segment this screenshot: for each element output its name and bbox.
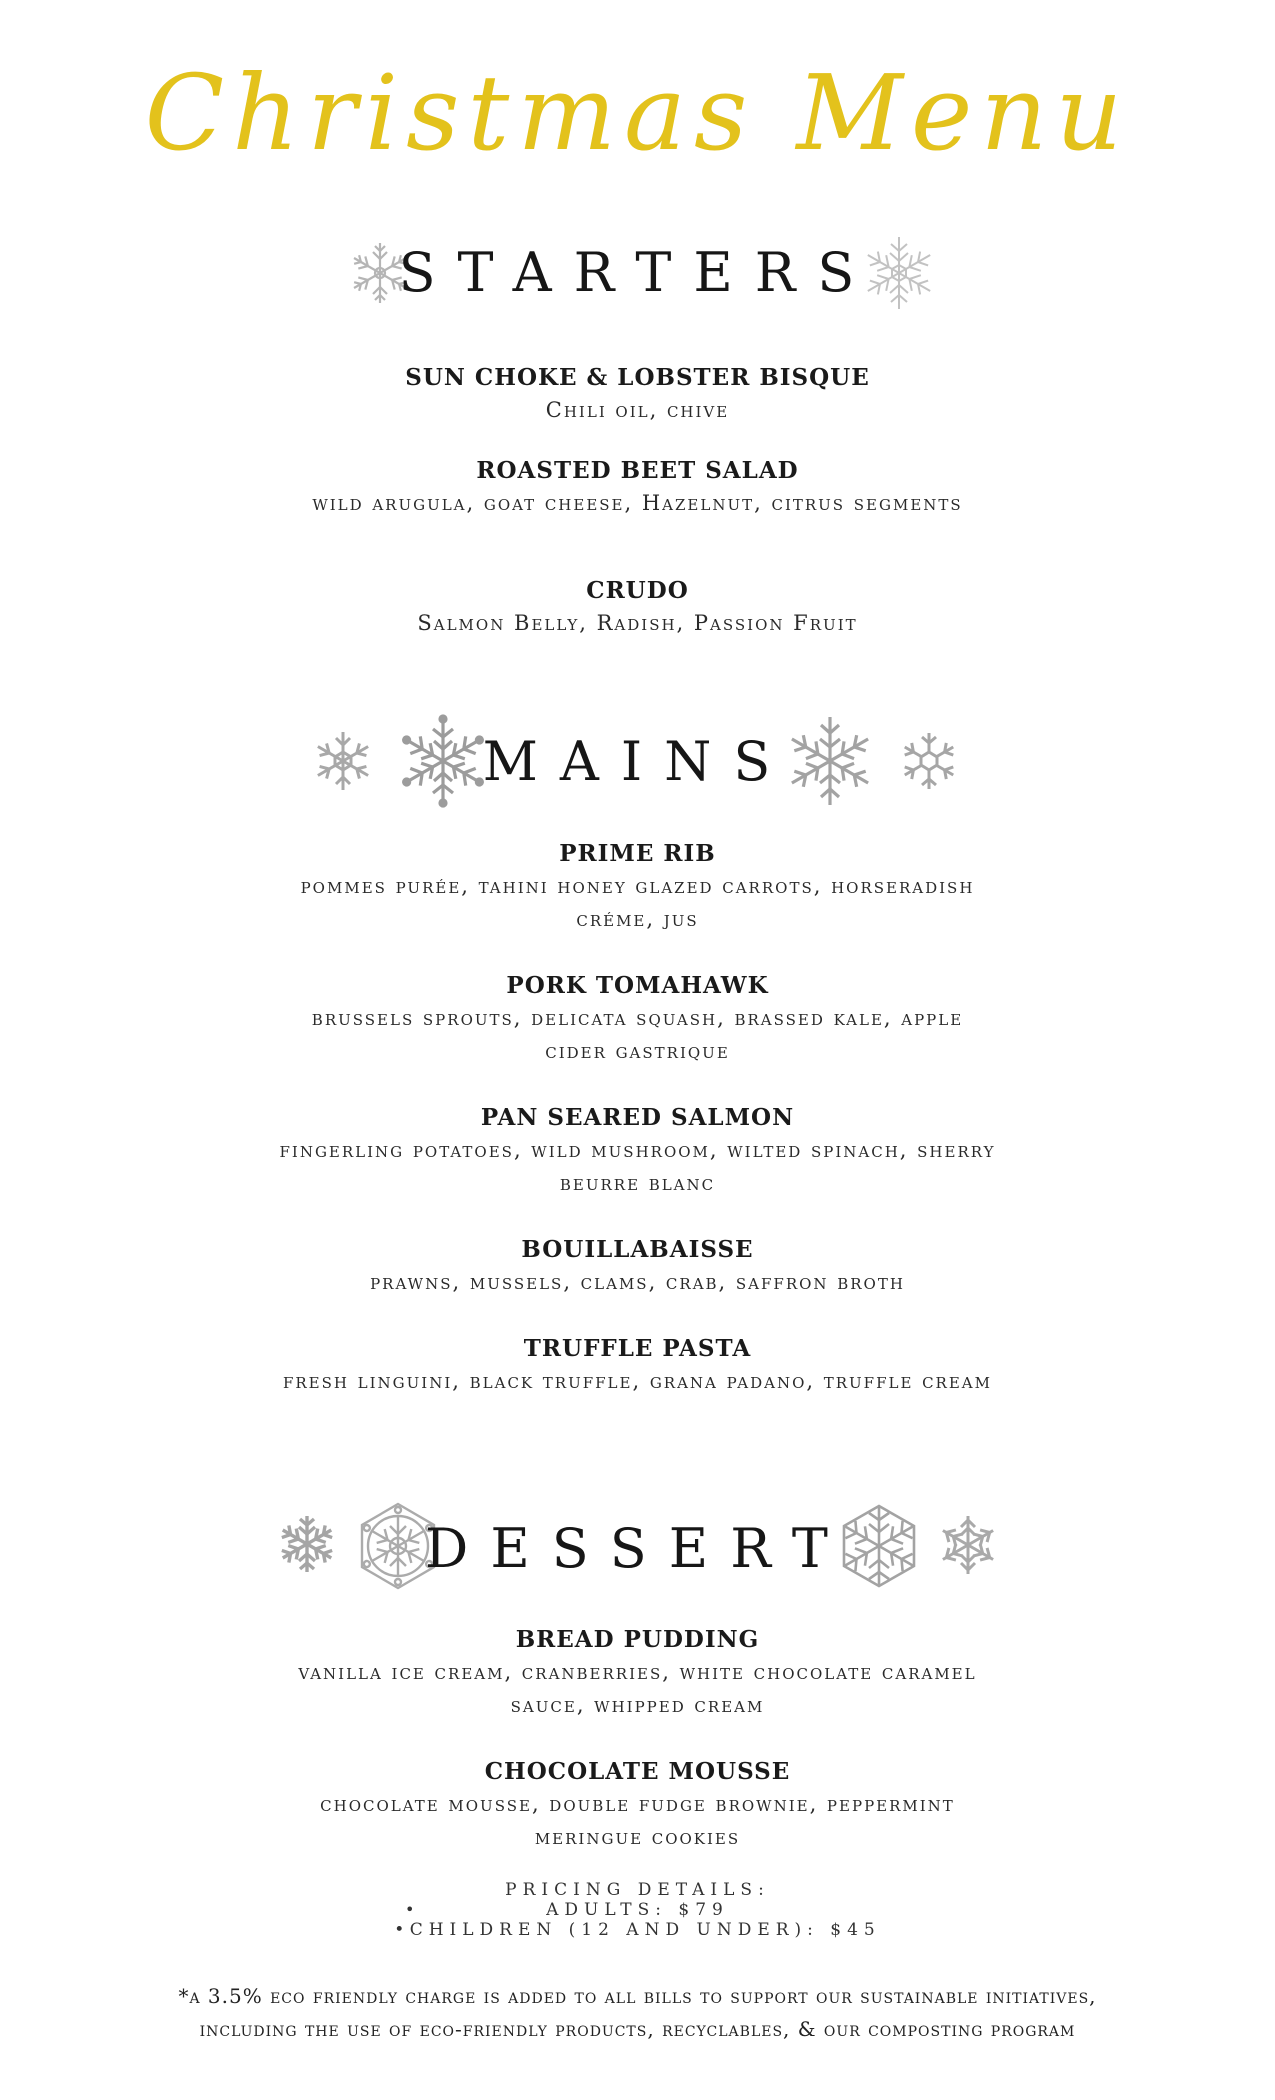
item-name: TRUFFLE PASTA xyxy=(523,1335,752,1362)
starters-header xyxy=(0,220,1275,330)
item-name: BREAD PUDDING xyxy=(515,1626,760,1653)
section-heading-starters: STARTERS xyxy=(398,241,877,304)
menu-item xyxy=(0,1234,1275,1299)
menu-item xyxy=(0,838,1275,936)
item-name: CRUDO xyxy=(586,577,689,604)
item-name: PORK TOMAHAWK xyxy=(506,972,769,999)
menu-item xyxy=(0,455,1275,520)
pricing-item xyxy=(0,1920,1275,1940)
item-description: wild arugula, goat cheese, Hazelnut, citrus segments xyxy=(312,491,963,515)
pricing-line: CHILDREN (12 AND UNDER): $45 xyxy=(409,1920,881,1940)
pricing-heading: PRICING DETAILS: xyxy=(505,1880,770,1900)
pricing-list xyxy=(0,1900,1275,1940)
snowflake-icon xyxy=(897,729,961,793)
item-name: ROASTED BEET SALAD xyxy=(476,457,799,484)
section-heading-mains: MAINS xyxy=(482,730,793,793)
pricing-line: ADULTS: $79 xyxy=(546,1900,729,1920)
item-description: Chili oil, chive xyxy=(545,398,730,422)
item-description: fingerling potatoes, wild mushroom, wilted spinach, sherry beurre blanc xyxy=(279,1138,996,1195)
snowflake-icon xyxy=(833,1500,925,1592)
menu-item xyxy=(0,575,1275,640)
snowflake-icon xyxy=(860,234,938,312)
menu-item xyxy=(0,1624,1275,1722)
item-description: prawns, mussels, clams, crab, saffron broth xyxy=(370,1270,905,1294)
menu-item xyxy=(0,362,1275,427)
item-name: PAN SEARED SALMON xyxy=(480,1104,795,1131)
pricing-details xyxy=(0,1880,1275,1940)
item-name: PRIME RIB xyxy=(559,840,716,867)
menu-title: Christmas Menu xyxy=(144,52,1131,174)
item-name: CHOCOLATE MOUSSE xyxy=(484,1758,791,1785)
menu-item xyxy=(0,1333,1275,1398)
item-name: BOUILLABAISSE xyxy=(521,1236,754,1263)
footnote-line: *a 3.5% eco friendly charge is added to all bills to support our sustainable initiatives, xyxy=(178,1984,1097,2008)
item-description: fresh linguini, black truffle, grana padano, truffle cream xyxy=(282,1369,992,1393)
mains-header xyxy=(0,705,1275,815)
bullet-icon: • xyxy=(405,1900,415,1919)
item-description: pommes purée, tahini honey glazed carrots, horseradish créme, jus xyxy=(300,874,975,931)
snowflake-icon xyxy=(782,713,878,809)
item-description: vanilla ice cream, cranberries, white chocolate caramel sauce, whipped cream xyxy=(298,1660,977,1717)
pricing-item xyxy=(0,1900,1275,1920)
snowflake-icon xyxy=(935,1512,1001,1578)
item-description: chocolate mousse, double fudge brownie, peppermint meringue cookies xyxy=(320,1792,955,1849)
item-name: SUN CHOKE & LOBSTER BISQUE xyxy=(405,364,870,391)
menu-item xyxy=(0,970,1275,1068)
dessert-header xyxy=(0,1490,1275,1600)
section-heading-dessert: DESSERT xyxy=(425,1517,850,1580)
item-description: Salmon Belly, Radish, Passion Fruit xyxy=(417,611,858,635)
footnote-line: including the use of eco-friendly products, recyclables, & our composting program xyxy=(199,2017,1076,2041)
eco-charge-footnote xyxy=(0,1980,1275,2046)
bullet-icon: • xyxy=(394,1920,410,1940)
menu-item xyxy=(0,1756,1275,1854)
menu-item xyxy=(0,1102,1275,1200)
item-description: brussels sprouts, delicata squash, brassed kale, apple cider gastrique xyxy=(311,1006,964,1063)
